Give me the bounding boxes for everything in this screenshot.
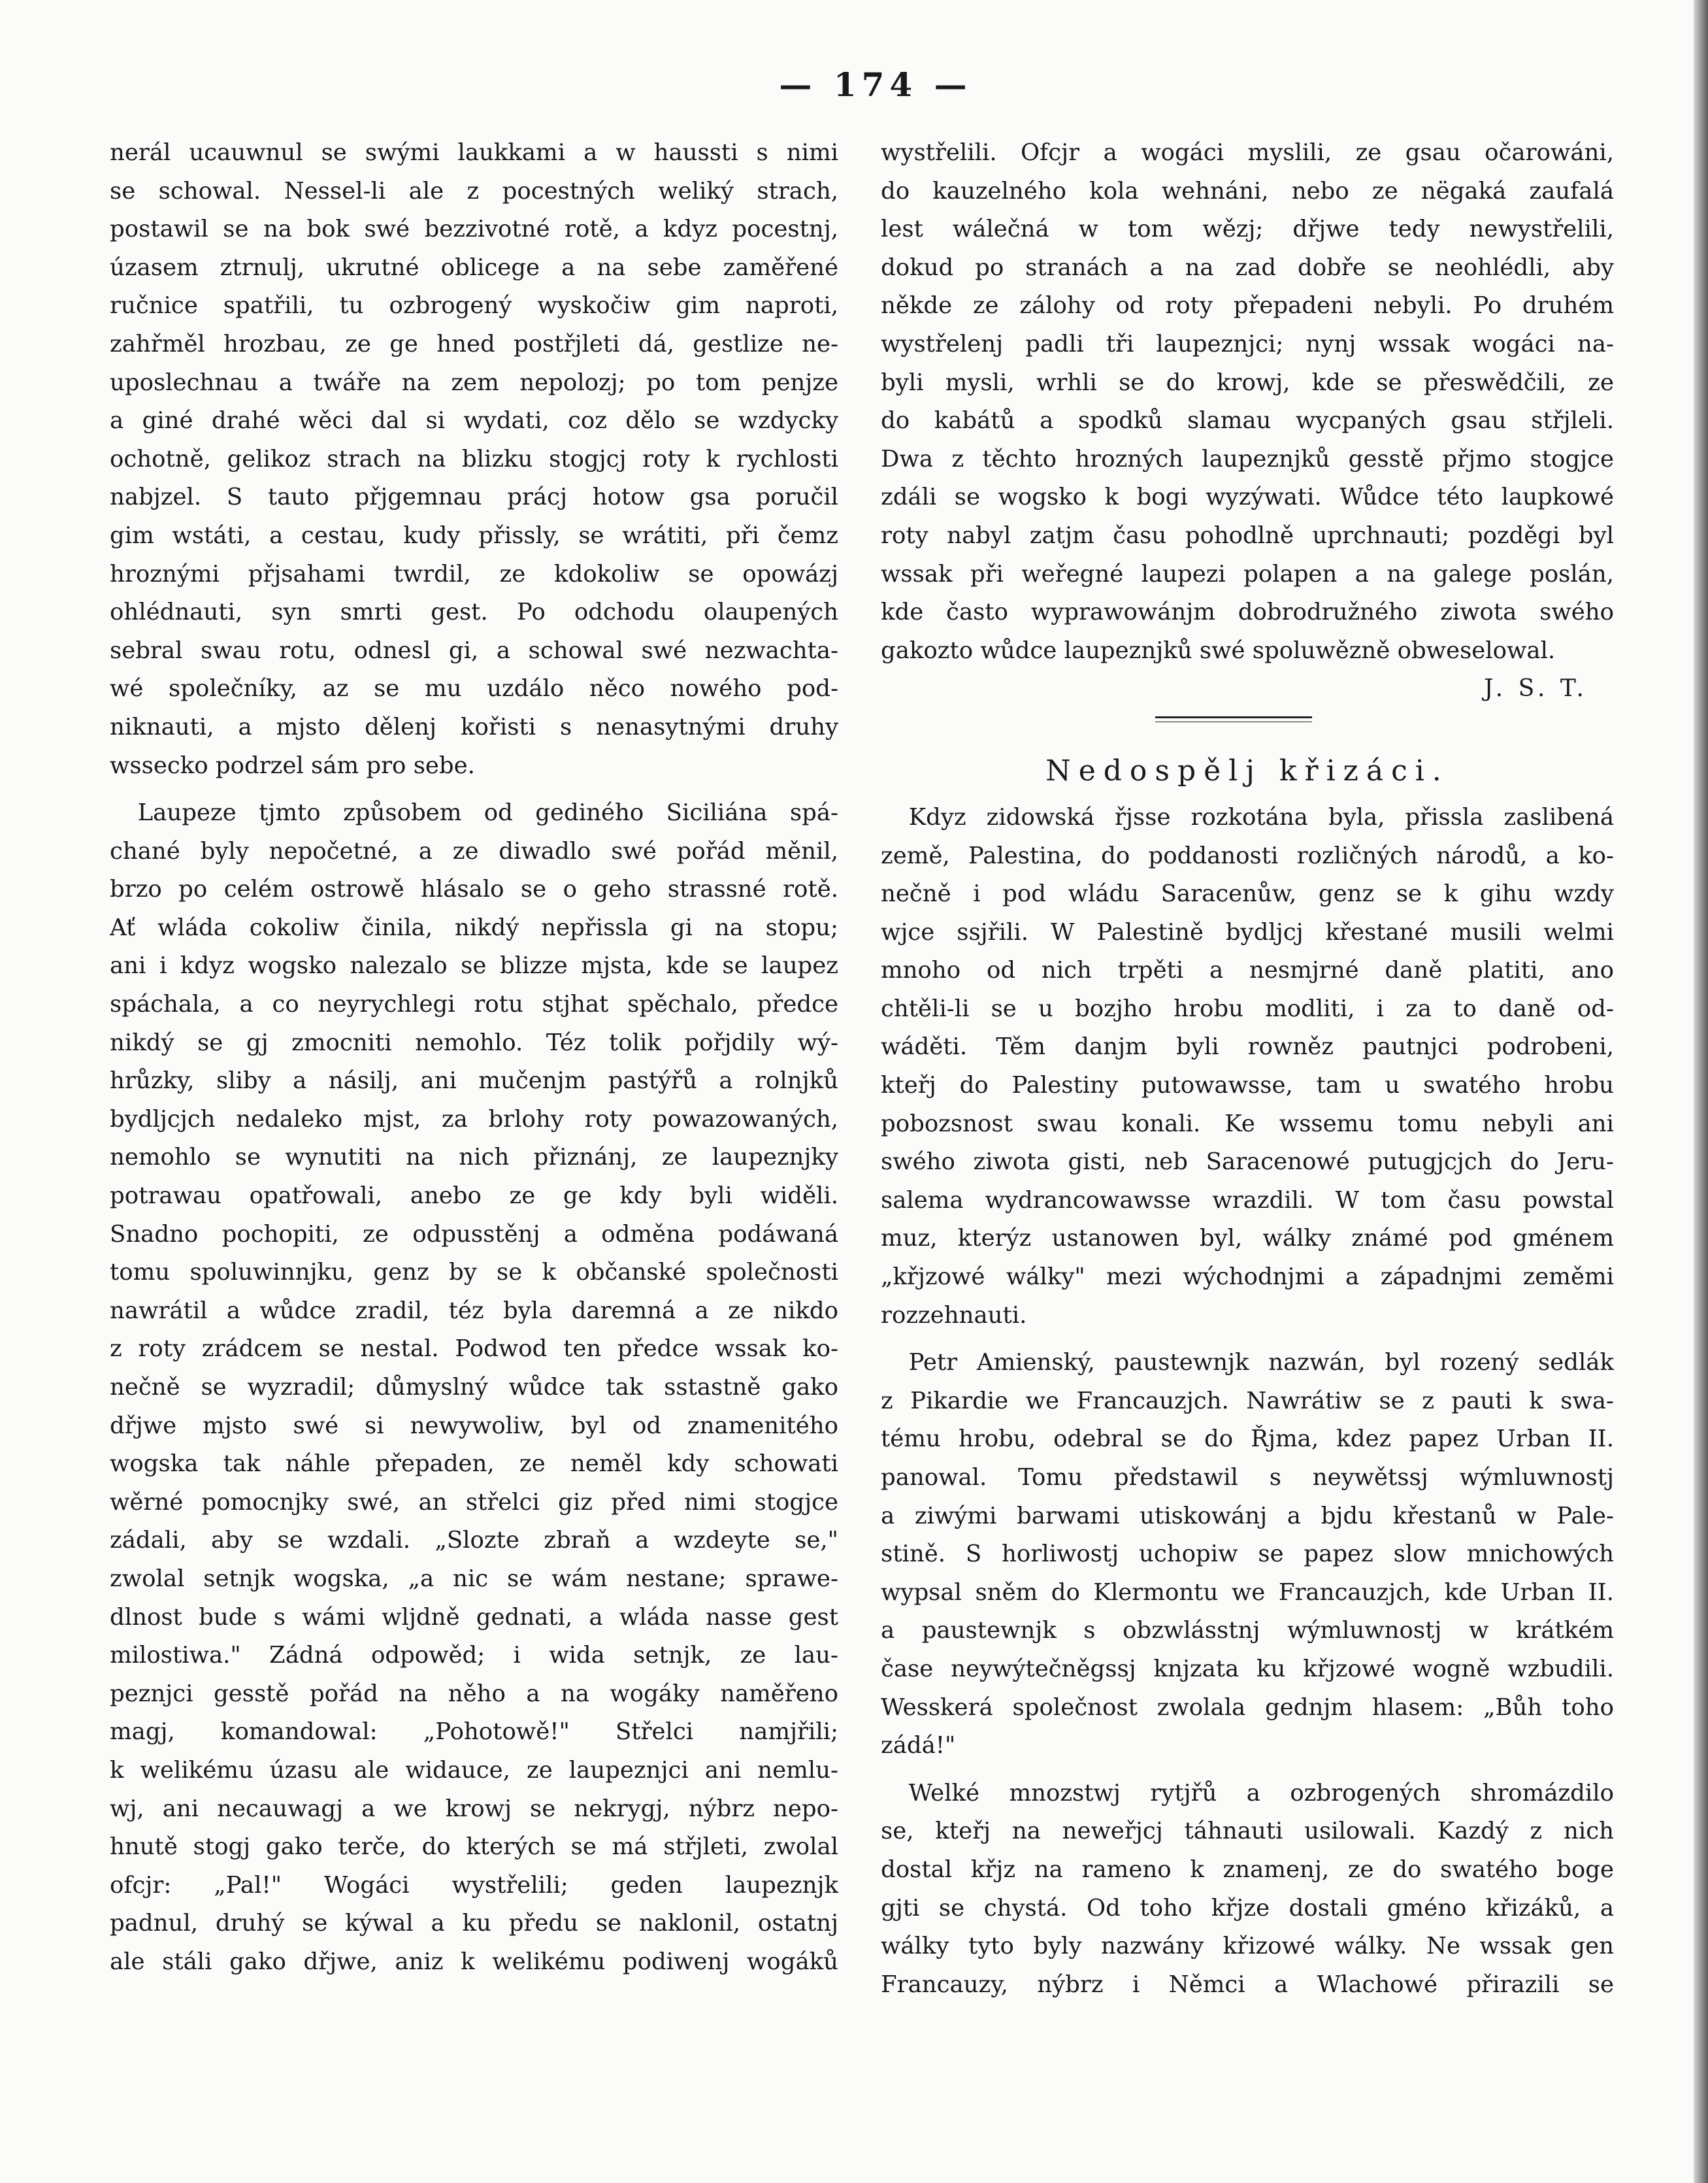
- text-line: Petr Amienský, paustewnjk nazwán, byl rozený sedlák: [908, 1349, 1614, 1376]
- text-line: dlnost bude s wámi wljdně gednati, a wláda nasse gest: [110, 1603, 838, 1631]
- divider-thick-rule: [1155, 716, 1312, 718]
- text-line: magj, komandowal: „Pohotowě!" Střelci namjřili;: [110, 1718, 838, 1746]
- text-line: muz, kterýz ustanowen byl, wálky známé pod gménem: [881, 1225, 1614, 1252]
- text-line: z roty zrádcem se nestal. Podwod ten předce wssak ko-: [110, 1335, 838, 1363]
- text-line: wjce ssjřili. W Palestině bydljcj křestané musili welmi: [881, 918, 1614, 946]
- text-line: se, kteřj na neweřjcj táhnauti usilowali. Kazdý z nich: [881, 1818, 1614, 1845]
- text-line: Laupeze tjmto způsobem od gedinéhо Siciliána spá-: [137, 799, 838, 827]
- text-line: dostal křjz na rameno k znamenj, ze do swatého boge: [881, 1856, 1614, 1883]
- text-line: uposlechnau a twáře na zem nepolozj; po tom penjze: [110, 369, 838, 396]
- text-line: wsseсko podrzel sám pro sebe.: [110, 752, 475, 779]
- text-line: postawil se na bok swé bezzivotné rotě, a kdyz pocestnj,: [110, 216, 838, 243]
- text-line: peznjci gesstě pořád na něho a na wogáky naměřeno: [110, 1680, 838, 1707]
- text-line: Welké mnozstwj rytjřů a ozbrogených shromázdilo: [908, 1779, 1614, 1807]
- right-paragraph-3: [881, 1344, 1614, 1765]
- text-line: někde ze zálohy od roty přepadeni nebyli. Po druhém: [881, 292, 1614, 320]
- text-line: wěrné pomocnjky swé, an střelci giz před nimi stogjce: [110, 1488, 838, 1516]
- text-line: do kauzelného kola wehnáni, nebo ze nёgaká zaufalá: [881, 177, 1614, 205]
- text-line: hroznými přjsahami twrdil, ze kdokoliw se opowázj: [110, 560, 838, 588]
- text-line: bydljcjch nedaleko mjst, za brlohy roty powazowaných,: [110, 1105, 838, 1133]
- section-title: Nedospělj křizáci.: [1045, 754, 1449, 788]
- text-line: niknauti, a mjsto dělenj kořisti s nenasytnými druhy: [110, 713, 838, 741]
- text-line: nečně se wyzradil; důmyslný wůdce tak sstastně gako: [110, 1374, 838, 1401]
- text-line: Kdyz zidowská řjsse rozkotána byla, přissla zaslibená: [908, 803, 1614, 831]
- text-line: brzo po celém ostrowě hlásalo se o geho strassné rotě.: [110, 876, 838, 903]
- text-line: byli mysli, wrhli se do krowj, kde se přeswědčili, ze: [881, 369, 1614, 396]
- text-line: rozzehnauti.: [881, 1301, 1027, 1329]
- text-line: wj, ani necauwagj a we krowj se nekrygj, nýbrz nepo-: [110, 1795, 838, 1822]
- text-line: tému hrobu, odebral se do Řjma, kdez papez Urban II.: [881, 1425, 1614, 1453]
- right-paragraph-4: [881, 1775, 1614, 2005]
- text-line: zdáli se wogsko k bogi wyzýwati. Wůdce této laupkowé: [881, 484, 1614, 511]
- text-line: ofcjr: „Pal!" Wogáci wystřelili; geden laupeznjk: [110, 1871, 838, 1899]
- text-line: ohlédnauti, syn smrti gest. Po odchodu olaupených: [110, 599, 838, 626]
- text-line: kteřj do Palestiny putowawsse, tam u swatého hrobu: [881, 1072, 1614, 1099]
- left-paragraph-2: [110, 794, 838, 1981]
- text-line: Dwa z těchto hrozných laupeznjků gesstě přjmo stogjce: [881, 445, 1614, 473]
- text-line: nawrátil a wůdce zradil, téz byla daremná a ze nikdo: [110, 1297, 838, 1324]
- text-line: salema wydrancowawsse wrazdili. W tom času powstal: [881, 1186, 1614, 1214]
- text-line: nerál ucauwnul se swými laukkami a w haussti s nimi: [110, 139, 838, 166]
- page-number: — 174 —: [779, 65, 972, 104]
- text-line: Ať wláda cokoliw činila, nikdý nepřissla gi na stopu;: [110, 914, 838, 941]
- text-line: hnutě stogj gako terče, do kterých se má střjleti, zwolal: [110, 1833, 838, 1861]
- text-line: mnoho od nich trpěti a nesmjrné daně platiti, ano: [881, 957, 1614, 984]
- text-line: wssak při weřegné laupezi polapen a na galege poslán,: [881, 560, 1614, 588]
- section-divider: [881, 708, 1614, 741]
- text-line: chané byly nepočetné, a ze diwadlo swé pořád měnil,: [110, 837, 838, 865]
- text-line: úzasem ztrnulj, ukrutné oblicege a na sebe zaměřené: [110, 254, 838, 281]
- text-line: země, Palestina, do poddanosti rozličných národů, a ko-: [881, 842, 1614, 869]
- right-column: [881, 134, 1614, 2013]
- text-line: a ziwými barwami utiskowánj a bjdu křestanů w Pale-: [881, 1502, 1614, 1529]
- text-line: tomu spoluwinnjku, genz by se k občanské společnosti: [110, 1259, 838, 1286]
- page-edge-shadow: [1694, 0, 1708, 2183]
- text-line: wypsal sněm do Klermontu we Francauzjch, kde Urban II.: [881, 1578, 1614, 1606]
- text-line: ani i kdyz wogsko nalezalo se blizze mjsta, kde se laupez: [110, 952, 838, 980]
- left-paragraph-1: [110, 134, 838, 785]
- text-line: čase neywýtečněgssj knjzata ku křjzowé wogně wzbudili.: [881, 1655, 1614, 1682]
- text-line: zwolal setnjk wogska, „a nic se wám nestane; sprawe-: [110, 1565, 838, 1592]
- text-line: Snadno pochopiti, ze odpusstěnj a odměna podáwaná: [110, 1220, 838, 1248]
- text-line: nikdý se gj zmocniti nemohlo. Téz tolik pořjdily wý-: [110, 1029, 838, 1056]
- left-column: [110, 134, 838, 1991]
- text-line: a paustewnjk s obzwlásstnj wýmluwnostj w krátkém: [881, 1617, 1614, 1644]
- text-line: potrawau opatřowali, anebo ze ge kdy byli widěli.: [110, 1182, 838, 1210]
- text-line: hrůzky, sliby a násilj, ani mučenjm pastýřů a rolnjků: [110, 1067, 838, 1095]
- text-line: padnul, druhý se kýwal a ku předu se naklonil, ostatnj: [110, 1910, 838, 1937]
- text-line: „křjzowé wálky" mezi wýchodnjmi a západnjmi zeměmi: [881, 1263, 1614, 1291]
- text-line: wogska tak náhle přepaden, ze neměl kdy schowati: [110, 1450, 838, 1478]
- text-line: dokud po stranách a na zad dobře se neohlédli, aby: [881, 254, 1614, 281]
- text-line: wystřelili. Ofcjr a wogáci myslili, ze gsau očarowáni,: [881, 139, 1614, 166]
- text-line: wálky tyto byly nazwány křizowé wálky. Ne wssak gen: [881, 1933, 1614, 1960]
- text-line: spáchala, a co neyrychlegi rotu stjhat spěchalo, předce: [110, 991, 838, 1018]
- text-line: gim wstáti, a cestau, kudy přissly, se wrátiti, při čemz: [110, 522, 838, 549]
- text-line: ochotně, gelikoz strach na blizku stogjcj roty k rychlosti: [110, 445, 838, 473]
- text-line: a giné drahé wěci dal si wydati, coz dělo se wzdycky: [110, 407, 838, 435]
- text-line: wáděti. Těm danjm byli rowněz pautnjci podrobeni,: [881, 1033, 1614, 1061]
- text-line: dřjwe mjsto swé si newywoliw, byl od znamenitého: [110, 1412, 838, 1439]
- text-line: milostiwa." Zádná odpowěd; i wida setnjk, ze lau-: [110, 1642, 838, 1669]
- text-line: kde často wyprawowánjm dobrodružného ziwota swého: [881, 599, 1614, 626]
- text-line: nemohlo se wynutiti na nich přiznánj, ze laupeznjky: [110, 1144, 838, 1171]
- text-line: gjti se chystá. Od toho křjze dostali gméno křizáků, a: [881, 1894, 1614, 1922]
- text-line: zádali, aby se wzdali. „Slozte zbraň a wzdeyte se,": [110, 1527, 838, 1554]
- text-line: do kabátů a spodků slamau wycpaných gsau střjleli.: [881, 407, 1614, 435]
- text-line: se schowal. Nessel-li ale z pocestných weliký strach,: [110, 177, 838, 205]
- text-line: roty nabyl zatjm času pohodlně uprchnauti; pozděgi byl: [881, 522, 1614, 549]
- text-line: swého ziwota gisti, neb Saracenowé putugjcjch do Jeru-: [881, 1148, 1614, 1176]
- text-line: k welikému úzasu ale widauce, ze laupeznjci ani nemlu-: [110, 1756, 838, 1784]
- text-line: zahřměl hrozbau, ze ge hned postřjleti dá, gestlize ne-: [110, 330, 838, 358]
- text-line: chtěli-li se u bozjho hrobu modliti, i za to daně od-: [881, 995, 1614, 1022]
- text-line: Wesskerá společnost zwolala gednjm hlasem: „Bůh toho: [881, 1693, 1614, 1721]
- text-line: nabjzel. S tauto přjgemnau prácj hotow gsa poručil: [110, 484, 838, 511]
- text-line: pobozsnost swau konali. Ke wssemu tomu nebyli ani: [881, 1110, 1614, 1137]
- text-line: sebral swau rotu, odnesl gi, a schowal swé nezwachta-: [110, 637, 838, 664]
- text-line: nečně i pod wládu Saracenůw, genz se k gihu wzdy: [881, 880, 1614, 908]
- text-line: ale stáli gako dřjwe, aniz k welikému podiwenj wogáků: [110, 1948, 838, 1975]
- text-line: panowal. Tomu předstawil s neywětssj wýmluwnostj: [881, 1464, 1614, 1491]
- author-signature: J. S. T.: [1484, 675, 1588, 703]
- right-paragraph-1: [881, 134, 1614, 670]
- text-line: wystřelenj padli tři laupeznjci; nynj wssak wogáci na-: [881, 330, 1614, 358]
- text-line: ručnice spatřili, tu ozbrogený wyskočiw gim naproti,: [110, 292, 838, 320]
- text-line: lest wálečná w tom wězj; dřjwe tedy newystřelili,: [881, 216, 1614, 243]
- right-paragraph-2: [881, 799, 1614, 1335]
- text-line: Francauzy, nýbrz i Němci a Wlachowé přirazili se: [881, 1971, 1614, 1998]
- text-line: stině. S horliwostj uchopiw se papez slow mnichowých: [881, 1541, 1614, 1568]
- text-line: gakozto wůdce laupeznjků swé spoluwězně obweselowal.: [881, 637, 1556, 664]
- text-line: zádá!": [881, 1732, 956, 1759]
- text-line: wé společníky, az se mu uzdálo něco nowého pod-: [110, 675, 838, 703]
- text-line: z Pikardie we Francauzjch. Nawrátiw se z pauti k swa-: [881, 1387, 1614, 1414]
